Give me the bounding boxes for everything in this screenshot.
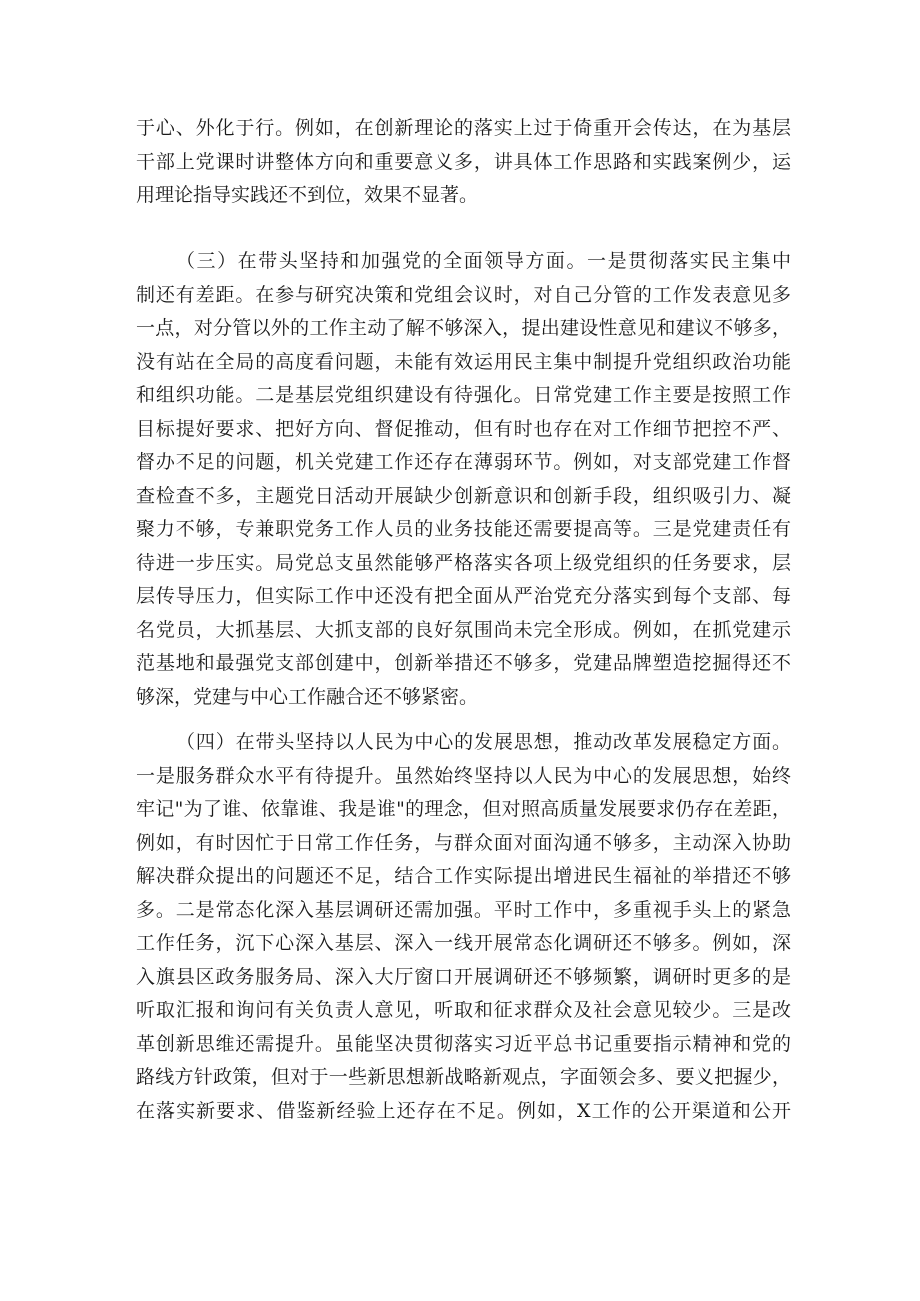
text-line: 名党员，大抓基层、大抓支部的良好氛围尚未完全形成。例如，在抓党建示 <box>136 618 791 641</box>
text-line: 用理论指导实践还不到位，效果不显著。 <box>136 184 479 206</box>
text-line: 层传导压力，但实际工作中还没有把全面从严治党充分落实到每个支部、每 <box>136 585 791 607</box>
text-line: 聚力不够，专兼职党务工作人员的业务技能还需要提高等。三是党建责任有 <box>136 518 791 540</box>
text-line: 制还有差距。在参与研究决策和党组会议时，对自己分管的工作发表意见多 <box>136 283 791 306</box>
text-line: 查检查不多，主题党日活动开展缺少创新意识和创新手段，组织吸引力、凝 <box>136 484 791 507</box>
text-line: 例如，有时因忙于日常工作任务，与群众面对面沟通不够多，主动深入协助 <box>136 831 791 854</box>
text-line: （四）在带头坚持以人民为中心的发展思想，推动改革发展稳定方面。 <box>176 731 791 753</box>
paragraph-2 <box>136 245 791 714</box>
text-line: 范基地和最强党支部创建中，创新举措还不够多，党建品牌塑造挖掘得还不 <box>136 652 791 674</box>
text-line: 一是服务群众水平有待提升。虽然始终坚持以人民为中心的发展思想，始终 <box>136 764 791 787</box>
text-line: 干部上党课时讲整体方向和重要意义多，讲具体工作思路和实践案例少，运 <box>136 150 791 173</box>
text-line: 一点，对分管以外的工作主动了解不够深入，提出建设性意见和建议不够多， <box>136 317 791 339</box>
paragraph-3 <box>136 726 791 1128</box>
text-line: 路线方针政策，但对于一些新思想新战略新观点，字面领会多、要义把握少， <box>136 1066 791 1088</box>
text-line: 待进一步压实。局党总支虽然能够严格落实各项上级党组织的任务要求，层 <box>136 551 791 574</box>
text-line: （三）在带头坚持和加强党的全面领导方面。一是贯彻落实民主集中 <box>176 250 791 272</box>
text-line: 够深，党建与中心工作融合还不够紧密。 <box>136 685 479 708</box>
text-line: 多。二是常态化深入基层调研还需加强。平时工作中，多重视手头上的紧急 <box>136 898 791 921</box>
text-line: 没有站在全局的高度看问题，未能有效运用民主集中制提升党组织政治功能 <box>136 350 791 373</box>
text-line: 入旗县区政务服务局、深入大厅窗口开展调研还不够频繁，调研时更多的是 <box>136 965 791 988</box>
text-line: 于心、外化于行。例如，在创新理论的落实上过于倚重开会传达，在为基层 <box>136 117 791 139</box>
text-line: 和组织功能。二是基层党组织建设有待强化。日常党建工作主要是按照工作 <box>136 384 791 406</box>
text-line: 在落实新要求、借鉴新经验上还存在不足。例如，X工作的公开渠道和公开 <box>136 1099 791 1122</box>
text-line: 牢记"为了谁、依靠谁、我是谁"的理念，但对照高质量发展要求仍存在差距， <box>136 798 791 820</box>
text-line: 工作任务，沉下心深入基层、深入一线开展常态化调研还不够多。例如，深 <box>136 932 791 954</box>
text-line: 听取汇报和询问有关负责人意见，听取和征求群众及社会意见较少。三是改 <box>136 999 791 1021</box>
paragraph-1 <box>136 112 791 213</box>
text-line: 解决群众提出的问题还不足，结合工作实际提出增进民生福祉的举措还不够 <box>136 865 791 887</box>
text-line: 革创新思维还需提升。虽能坚决贯彻落实习近平总书记重要指示精神和党的 <box>136 1032 791 1055</box>
text-line: 目标提好要求、把好方向、督促推动，但有时也存在对工作细节把控不严、 <box>136 417 791 440</box>
text-line: 督办不足的问题，机关党建工作还存在薄弱环节。例如，对支部党建工作督 <box>136 451 791 473</box>
